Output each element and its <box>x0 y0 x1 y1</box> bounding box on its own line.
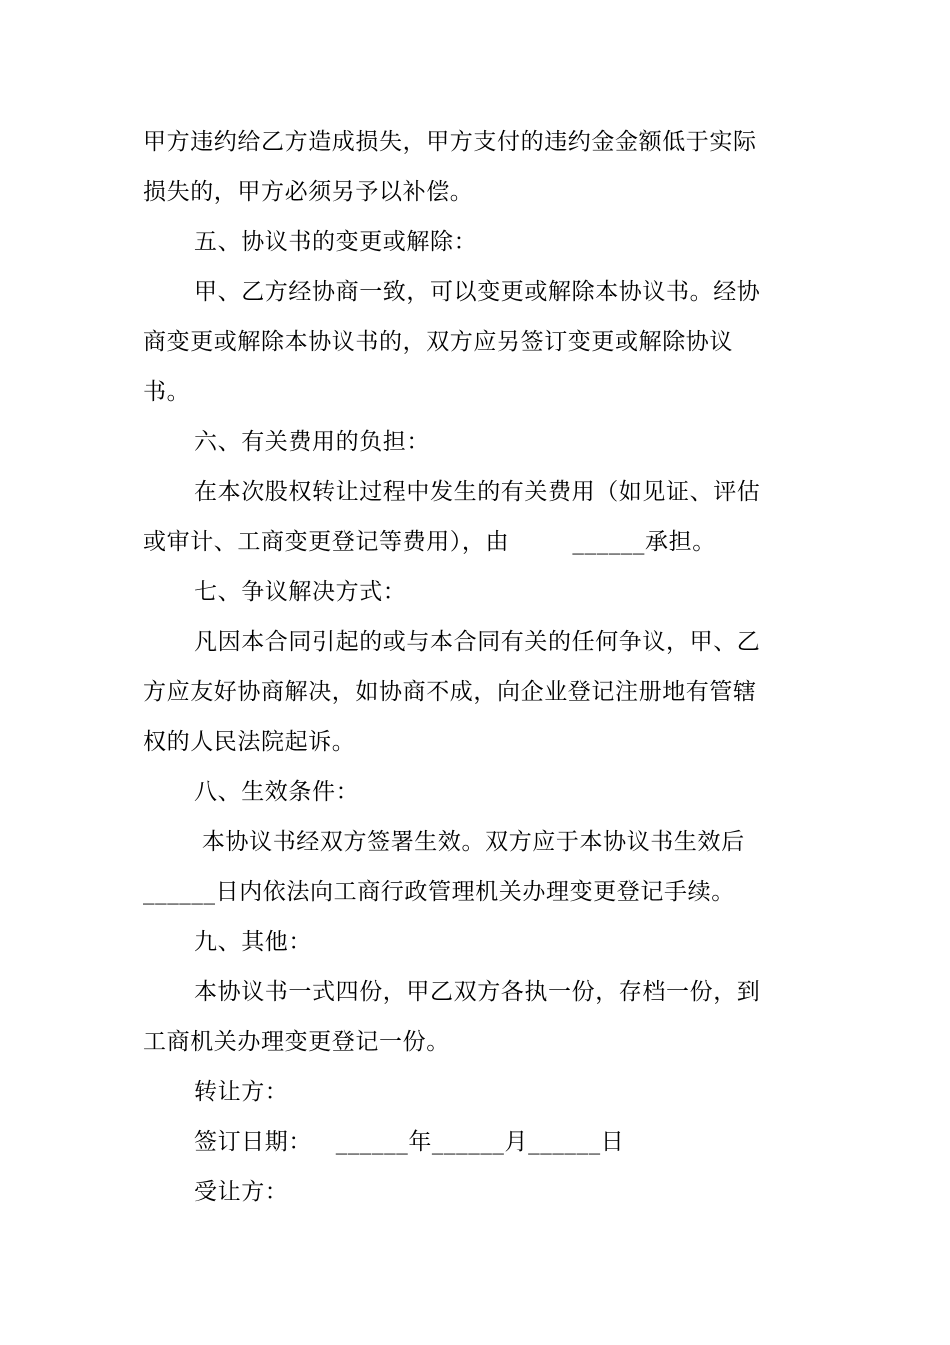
paragraph-line: 甲、乙方经协商一致，可以变更或解除本协议书。经协 <box>194 279 761 305</box>
paragraph-line: 权的人民法院起诉。 <box>143 729 356 755</box>
paragraph-line: 方应友好协商解决，如协商不成，向企业登记注册地有管辖 <box>143 679 757 705</box>
paragraph-line: 工商机关办理变更登记一份。 <box>143 1029 450 1055</box>
section-heading: 九、其他： <box>194 929 312 955</box>
transferor-label: 转让方： <box>194 1079 289 1105</box>
section-heading: 五、协议书的变更或解除： <box>194 229 478 255</box>
paragraph-line: 在本次股权转让过程中发生的有关费用（如见证、评估 <box>194 479 761 505</box>
section-heading: 七、争议解决方式： <box>194 579 407 605</box>
signing-date-line: 签订日期： ______年______月______日 <box>194 1129 625 1155</box>
paragraph-line: 凡因本合同引起的或与本合同有关的任何争议，甲、乙 <box>194 629 761 655</box>
paragraph-line: 本协议书经双方签署生效。双方应于本协议书生效后 <box>194 829 745 855</box>
section-heading: 六、有关费用的负担： <box>194 429 430 455</box>
paragraph-line: ______日内依法向工商行政管理机关办理变更登记手续。 <box>143 879 735 905</box>
transferee-label: 受让方： <box>194 1179 289 1205</box>
paragraph-line: 或审计、工商变更登记等费用），由 ______承担。 <box>143 529 716 555</box>
paragraph-line: 书。 <box>143 379 191 405</box>
paragraph-line: 甲方违约给乙方造成损失，甲方支付的违约金金额低于实际 <box>143 129 757 155</box>
paragraph-line: 本协议书一式四份，甲乙双方各执一份，存档一份，到 <box>194 979 761 1005</box>
section-heading: 八、生效条件： <box>194 779 360 805</box>
paragraph-line: 损失的，甲方必须另予以补偿。 <box>143 179 474 205</box>
paragraph-line: 商变更或解除本协议书的，双方应另签订变更或解除协议 <box>143 329 733 355</box>
